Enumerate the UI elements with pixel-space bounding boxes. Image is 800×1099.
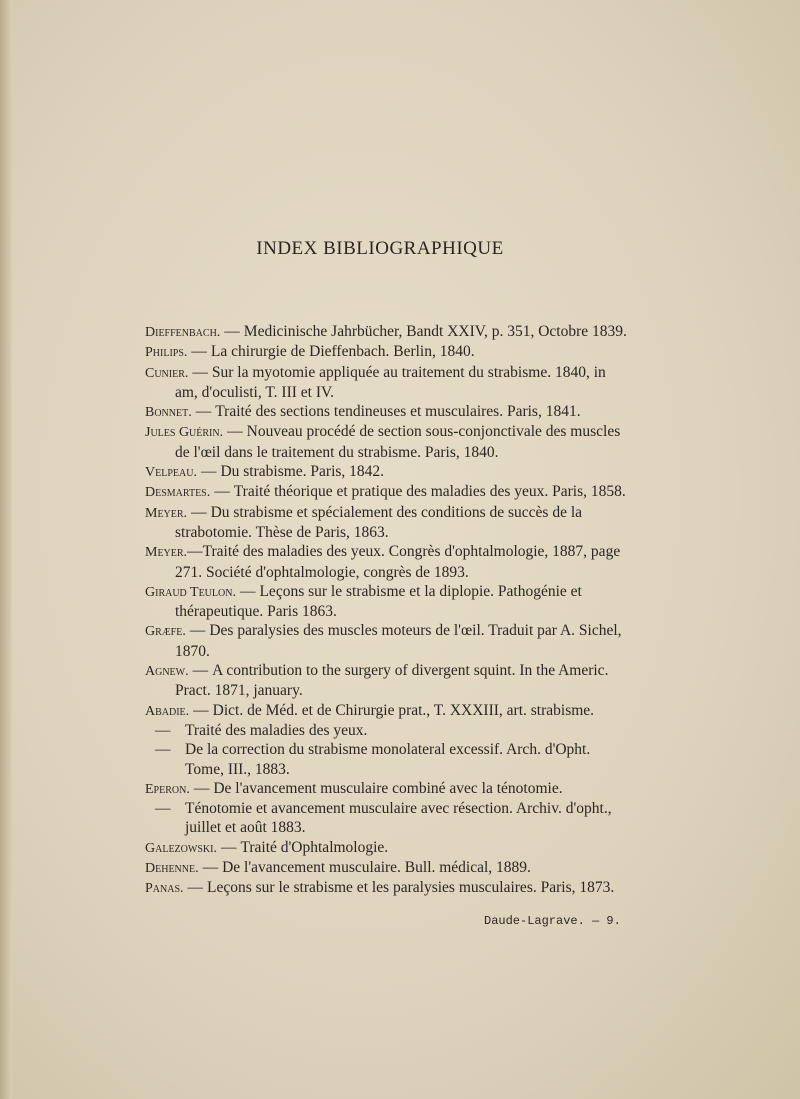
- book-spine-shadow: [0, 0, 12, 1099]
- bib-text: Leçons sur le strabisme et les paralysies musculaires. Paris, 1873.: [207, 879, 615, 897]
- bib-entry: Agnew. — A contribution to the surgery of divergent squint. In the Americ. Pract. 1871, january.: [145, 662, 609, 700]
- bib-text: Du strabisme. Paris, 1842.: [220, 463, 385, 481]
- bib-entry: Desmartes. — Traité théorique et pratique des maladies des yeux. Paris, 1858.: [145, 483, 626, 501]
- bib-text: Sur la myotomie appliquée au traitement du strabisme. 1840, in am, d'oculisti, T. III et IV.: [175, 363, 606, 401]
- bib-text: Du strabisme et spécialement des conditions de succès de la strabotomie. Thèse de Paris, 1863.: [175, 503, 583, 541]
- bib-author: Dehenne.: [145, 861, 199, 877]
- bib-author: Meyer.: [145, 545, 188, 561]
- bib-subentry: — Ténotomie et avancement musculaire avec résection. Archiv. d'opht., juillet et août 1883.: [155, 800, 612, 837]
- bib-entry: Galezowski. — Traité d'Ophtalmologie.: [145, 838, 389, 856]
- bib-entry: Jules Guérin. — Nouveau procédé de section sous-conjonctivale des muscles de l'œil dans le traitement du strabisme. Paris, 1840.: [145, 423, 621, 461]
- bib-entry: Græfe. — Des paralysies des muscles moteurs de l'œil. Traduit par A. Sichel, 1870.: [145, 622, 622, 660]
- bib-author: Cunier.: [145, 365, 189, 381]
- bib-entry: Philips. — La chirurgie de Dieffenbach. Berlin, 1840.: [145, 343, 475, 361]
- bib-entry: Abadie. — Dict. de Méd. et de Chirurgie prat., T. XXXIII, art. strabisme.: [145, 701, 595, 719]
- bib-text: De l'avancement musculaire. Bull. médical, 1889.: [222, 859, 531, 877]
- bib-author: Græfe.: [145, 624, 186, 640]
- bib-text: La chirurgie de Dieffenbach. Berlin, 1840.: [210, 343, 475, 361]
- bib-text: Traité des sections tendineuses et musculaires. Paris, 1841.: [215, 403, 581, 421]
- bib-entry: Meyer.—Traité des maladies des yeux. Congrès d'ophtalmologie, 1887, page 271. Société d'ophtalmologie, congrès de 1893.: [145, 543, 621, 581]
- bib-author: Panas.: [145, 881, 184, 897]
- bib-text: De la correction du strabisme monolateral excessif. Arch. d'Opht. Tome, III., 1883.: [185, 741, 591, 778]
- bib-entry: Cunier. — Sur la myotomie appliquée au traitement du strabisme. 1840, in am, d'oculisti, T. III et IV.: [145, 363, 606, 401]
- bib-text: A contribution to the surgery of divergent squint. In the Americ. Pract. 1871, january.: [175, 662, 609, 700]
- bib-author: Philips.: [145, 345, 188, 361]
- bib-entry: Dehenne. — De l'avancement musculaire. Bull. médical, 1889.: [145, 859, 531, 877]
- bib-author: Bonnet.: [145, 405, 192, 421]
- bib-entry: Meyer. — Du strabisme et spécialement des conditions de succès de la strabotomie. Thèse de Paris, 1863.: [145, 503, 583, 541]
- bib-entry: Eperon. — De l'avancement musculaire combiné avec la ténotomie.: [145, 779, 563, 797]
- bib-author: Desmartes.: [145, 485, 211, 501]
- bib-subentry: — De la correction du strabisme monolateral excessif. Arch. d'Opht. Tome, III., 1883.: [155, 741, 591, 778]
- bib-text: Traité des maladies des yeux. Congrès d'ophtalmologie, 1887, page 271. Société d'ophtalmologie, congrès de 1893.: [175, 543, 621, 581]
- bib-entry: Giraud Teulon. — Leçons sur le strabisme et la diplopie. Pathogénie et thérapeutique. Paris 1863.: [145, 582, 582, 621]
- bib-text: Traité théorique et pratique des maladies des yeux. Paris, 1858.: [233, 483, 626, 501]
- page-title: INDEX BIBLIOGRAPHIQUE: [256, 238, 504, 259]
- bib-text: De l'avancement musculaire combiné avec la ténotomie.: [213, 779, 563, 797]
- bib-text: Ténotomie et avancement musculaire avec résection. Archiv. d'opht., juillet et août 1883.: [185, 800, 612, 837]
- bib-author: Agnew.: [145, 664, 189, 680]
- bibliography-list: [145, 322, 630, 899]
- bib-entry: Panas. — Leçons sur le strabisme et les paralysies musculaires. Paris, 1873.: [145, 879, 615, 897]
- bib-text: Dict. de Méd. et de Chirurgie prat., T. XXXIII, art. strabisme.: [212, 701, 595, 719]
- bib-author: Jules Guérin.: [145, 425, 224, 441]
- bib-entry: Velpeau. — Du strabisme. Paris, 1842.: [145, 463, 385, 481]
- bib-author: Eperon.: [145, 781, 190, 797]
- bib-author: Galezowski.: [145, 840, 217, 856]
- bib-text: Leçons sur le strabisme et la diplopie. Pathogénie et thérapeutique. Paris 1863.: [175, 582, 582, 621]
- bib-text: Traité des maladies des yeux.: [185, 721, 368, 739]
- bib-author: Giraud Teulon.: [145, 584, 236, 600]
- bib-text: Traité d'Ophtalmologie.: [240, 838, 389, 856]
- printer-signature: Daude-Lagrave. — 9.: [484, 914, 621, 928]
- bib-text: Des paralysies des muscles moteurs de l'œil. Traduit par A. Sichel, 1870.: [175, 622, 622, 660]
- bib-author: Dieffenbach.: [145, 325, 221, 340]
- bib-text: Nouveau procédé de section sous-conjonctivale des muscles de l'œil dans le traitement du strabisme. Paris, 1840.: [175, 423, 621, 461]
- bib-entry: Dieffenbach. — Medicinische Jahrbücher, Bandt XXIV, p. 351, Octobre 1839.: [145, 323, 627, 340]
- bib-author: Abadie.: [145, 703, 190, 719]
- bib-author: Velpeau.: [145, 465, 197, 481]
- bib-entry: Bonnet. — Traité des sections tendineuses et musculaires. Paris, 1841.: [145, 403, 581, 421]
- bib-author: Meyer.: [145, 505, 188, 521]
- bib-text: Medicinische Jahrbücher, Bandt XXIV, p. 351, Octobre 1839.: [243, 323, 627, 340]
- bib-subentry: — Traité des maladies des yeux.: [155, 721, 368, 739]
